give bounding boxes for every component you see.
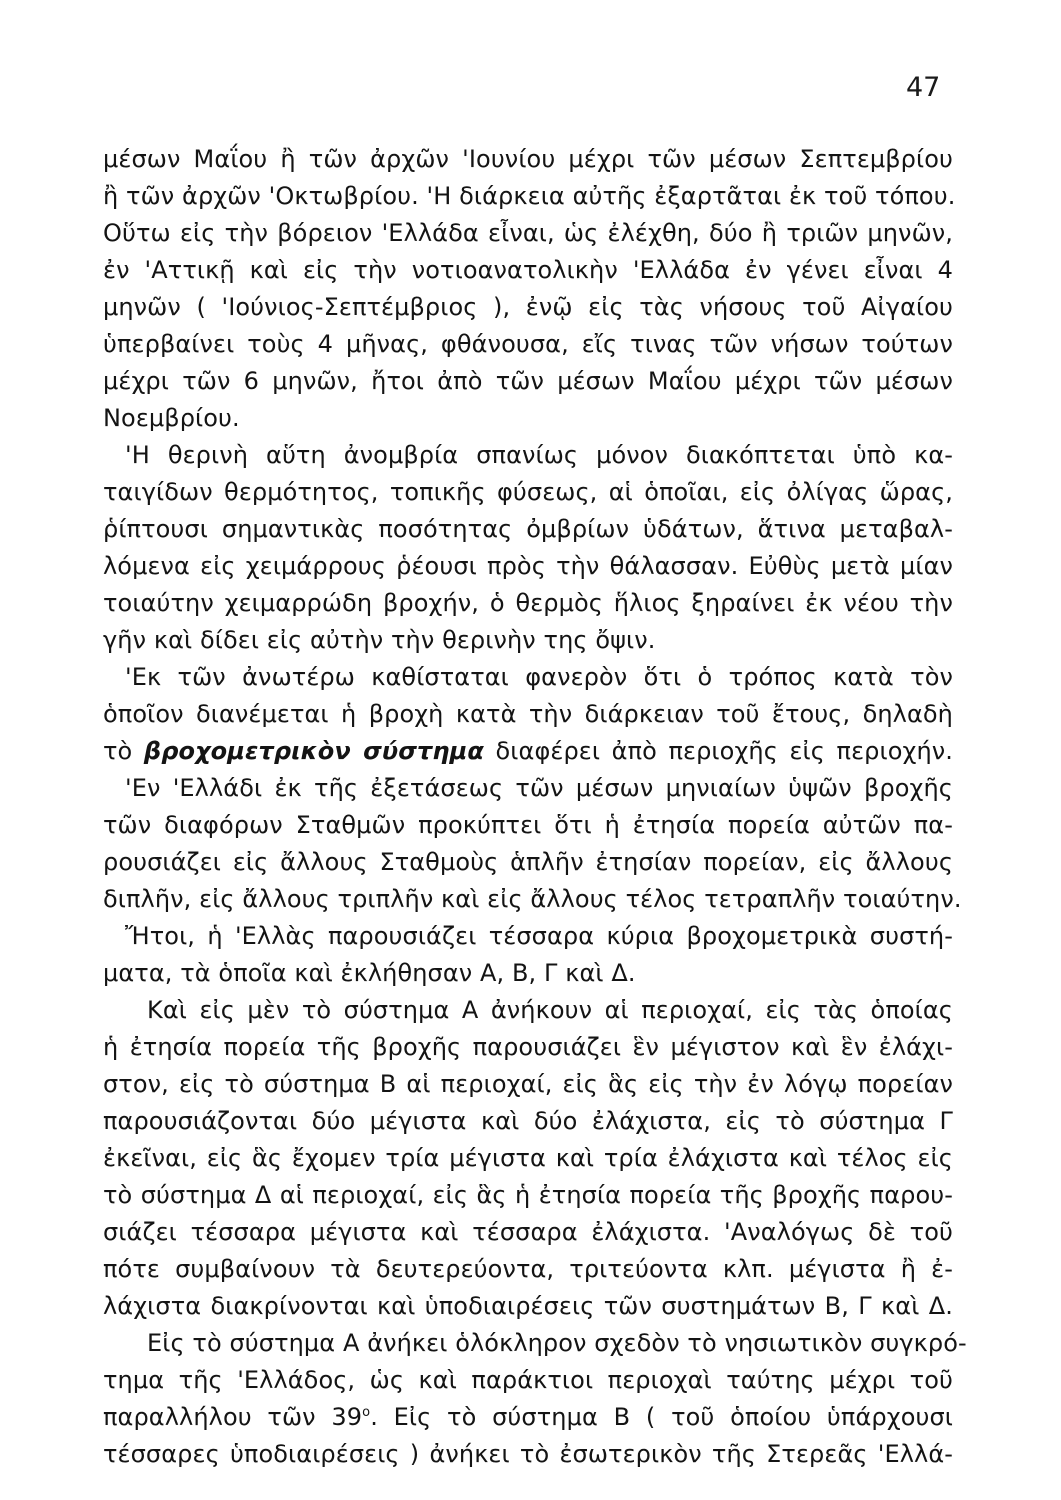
text-line: ἡ ἐτησία πορεία τῆς βροχῆς παρουσιάζει ἓν μέγιστον καὶ ἓν ἐλάχι- (103, 1033, 953, 1061)
text-line-with-superscript (103, 1399, 953, 1436)
text-line: πότε συμβαίνουν τὰ δευτερεύοντα, τριτεύοντα κλπ. μέγιστα ἢ ἐ- (103, 1255, 953, 1283)
text-line: 'Εν 'Ελλάδι ἐκ τῆς ἐξετάσεως τῶν μέσων μηνιαίων ὑψῶν βροχῆς (125, 774, 953, 802)
text-line: ὑπερβαίνει τοὺς 4 μῆνας, φθάνουσα, εἴς τινας τῶν νήσων τούτων (103, 330, 953, 358)
text-line: ἐν 'Αττικῇ καὶ εἰς τὴν νοτιοανατολικὴν 'Ελλάδα ἐν γένει εἶναι 4 (103, 256, 953, 284)
text-line: μέσων Μαΐου ἢ τῶν ἀρχῶν 'Ιουνίου μέχρι τῶν μέσων Σεπτεμβρίου (103, 145, 953, 173)
page-number: 47 (906, 72, 941, 103)
text-line: τῶν διαφόρων Σταθμῶν προκύπτει ὅτι ἡ ἐτησία πορεία αὐτῶν πα- (103, 811, 953, 839)
line-text: τὸ (103, 737, 144, 765)
text-line: ὁποῖον διανέμεται ἡ βροχὴ κατὰ τὴν διάρκειαν τοῦ ἔτους, δηλαδὴ (103, 700, 953, 728)
text-line: Εἰς τὸ σύστημα Α ἀνήκει ὁλόκληρον σχεδὸν τὸ νησιωτικὸν συγκρό- (147, 1329, 967, 1357)
text-line: λάχιστα διακρίνονται καὶ ὑποδιαιρέσεις τῶν συστημάτων Β, Γ καὶ Δ. (103, 1292, 953, 1320)
text-line-with-term (103, 733, 953, 770)
line-text: παραλλήλου τῶν 39 (103, 1403, 363, 1431)
text-line: 'Εκ τῶν ἀνωτέρω καθίσταται φανερὸν ὅτι ὁ τρόπος κατὰ τὸν (125, 663, 953, 691)
text-line: ἢ τῶν ἀρχῶν 'Οκτωβρίου. 'Η διάρκεια αὐτῆς ἐξαρτᾶται ἐκ τοῦ τόπου. (103, 182, 956, 210)
text-line: ἐκεῖναι, εἰς ἃς ἔχομεν τρία μέγιστα καὶ τρία ἐλάχιστα καὶ τέλος εἰς (103, 1144, 953, 1172)
line-text: . Εἰς τὸ σύστημα Β ( τοῦ ὁποίου ὑπάρχουσι (370, 1403, 953, 1431)
text-line: τέσσαρες ὑποδιαιρέσεις ) ἀνήκει τὸ ἐσωτερικὸν τῆς Στερεᾶς 'Ελλά- (103, 1440, 953, 1468)
text-line: ρουσιάζει εἰς ἄλλους Σταθμοὺς ἁπλῆν ἐτησίαν πορείαν, εἰς ἄλλους (103, 848, 953, 876)
body-text (103, 141, 967, 1473)
text-line: Νοεμβρίου. (103, 404, 240, 432)
text-line: Καὶ εἰς μὲν τὸ σύστημα Α ἀνήκουν αἱ περιοχαί, εἰς τὰς ὁποίας (147, 996, 953, 1024)
text-line: Οὕτω εἰς τὴν βόρειον 'Ελλάδα εἶναι, ὡς ἐλέχθη, δύο ἢ τριῶν μηνῶν, (103, 219, 953, 247)
text-line: μέχρι τῶν 6 μηνῶν, ἤτοι ἀπὸ τῶν μέσων Μαΐου μέχρι τῶν μέσων (103, 367, 953, 395)
text-line: ῥίπτουσι σημαντικὰς ποσότητας ὀμβρίων ὑδάτων, ἅτινα μεταβαλ- (103, 515, 953, 543)
text-line: διπλῆν, εἰς ἄλλους τριπλῆν καὶ εἰς ἄλλους τέλος τετραπλῆν τοιαύτην. (103, 885, 962, 913)
line-text: διαφέρει ἀπὸ περιοχῆς εἰς περιοχήν. (483, 737, 954, 765)
text-line: ταιγίδων θερμότητος, τοπικῆς φύσεως, αἱ ὁποῖαι, εἰς ὀλίγας ὥρας, (103, 478, 953, 506)
text-line: γῆν καὶ δίδει εἰς αὐτὴν τὴν θερινὴν της ὄψιν. (103, 626, 656, 654)
text-line: 'Η θερινὴ αὕτη ἀνομβρία σπανίως μόνον διακόπτεται ὑπὸ κα- (125, 441, 953, 469)
text-line: τοιαύτην χειμαρρώδη βροχήν, ὁ θερμὸς ἥλιος ξηραίνει ἐκ νέου τὴν (103, 589, 953, 617)
text-line: μηνῶν ( 'Ιούνιος-Σεπτέμβριος ), ἐνῷ εἰς τὰς νήσους τοῦ Αἰγαίου (103, 293, 953, 321)
text-line: ματα, τὰ ὁποῖα καὶ ἐκλήθησαν Α, Β, Γ καὶ Δ. (103, 959, 636, 987)
bold-term: βροχομετρικὸν σύστημα (143, 737, 484, 765)
text-line: τὸ σύστημα Δ αἱ περιοχαί, εἰς ἃς ἡ ἐτησία πορεία τῆς βροχῆς παρου- (103, 1181, 953, 1209)
text-line: στον, εἰς τὸ σύστημα Β αἱ περιοχαί, εἰς ἃς εἰς τὴν ἐν λόγῳ πορείαν (103, 1070, 953, 1098)
text-line: τημα τῆς 'Ελλάδος, ὡς καὶ παράκτιοι περιοχαὶ ταύτης μέχρι τοῦ (103, 1366, 953, 1394)
text-line: παρουσιάζονται δύο μέγιστα καὶ δύο ἐλάχιστα, εἰς τὸ σύστημα Γ (103, 1107, 953, 1135)
text-line: λόμενα εἰς χειμάρρους ῥέουσι πρὸς τὴν θάλασσαν. Εὐθὺς μετὰ μίαν (103, 552, 953, 580)
text-line: Ἤτοι, ἡ 'Ελλὰς παρουσιάζει τέσσαρα κύρια βροχομετρικὰ συστή- (125, 922, 953, 950)
text-line: σιάζει τέσσαρα μέγιστα καὶ τέσσαρα ἐλάχιστα. 'Αναλόγως δὲ τοῦ (103, 1218, 953, 1246)
degree-superscript: ο (362, 1405, 371, 1420)
